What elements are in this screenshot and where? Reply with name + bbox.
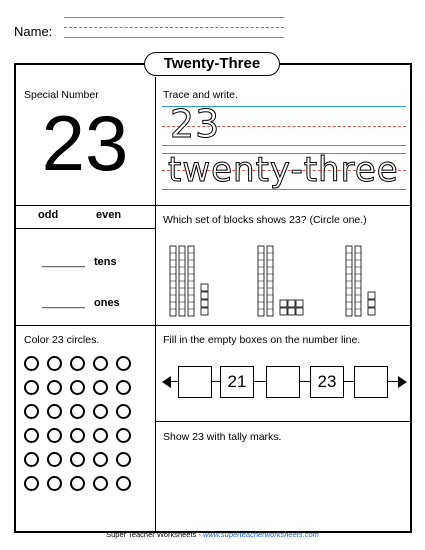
circle[interactable] — [70, 380, 85, 395]
trace-instruction: Trace and write. — [163, 89, 238, 101]
ones-cube — [296, 300, 303, 307]
tally-area[interactable] — [160, 448, 408, 528]
circle[interactable] — [116, 476, 131, 491]
ones-blank[interactable]: _______ — [42, 297, 85, 309]
circle[interactable] — [93, 404, 108, 419]
circle[interactable] — [93, 380, 108, 395]
number-box-empty[interactable] — [266, 366, 300, 398]
ones-cube — [201, 300, 208, 307]
tens-rod — [170, 246, 176, 316]
circles-instruction: Color 23 circles. — [24, 334, 100, 346]
circle[interactable] — [24, 380, 39, 395]
tens-rod — [267, 246, 273, 316]
circle[interactable] — [24, 476, 39, 491]
ones-cube — [288, 308, 295, 315]
special-number: 23 — [41, 99, 129, 187]
circle[interactable] — [116, 380, 131, 395]
circle[interactable] — [93, 452, 108, 467]
odd-option[interactable]: odd — [38, 209, 59, 221]
circle[interactable] — [24, 356, 39, 371]
circle[interactable] — [70, 356, 85, 371]
circle[interactable] — [47, 380, 62, 395]
footer-link[interactable]: www.superteacherworksheets.com — [202, 530, 319, 539]
footer-text: Super Teacher Worksheets - — [106, 530, 203, 539]
circle[interactable] — [93, 476, 108, 491]
number-box-23: 23 — [310, 366, 344, 398]
arrow-right-icon — [398, 376, 407, 388]
circle[interactable] — [47, 428, 62, 443]
ones-cube — [368, 292, 375, 299]
circle[interactable] — [70, 404, 85, 419]
ones-cube — [368, 308, 375, 315]
name-label: Name: — [14, 24, 53, 39]
number-box-empty[interactable] — [354, 366, 388, 398]
tens-rod — [346, 246, 352, 316]
ones-cube — [280, 308, 287, 315]
ones-cube — [201, 284, 208, 291]
ones-cube — [201, 308, 208, 315]
ones-label: ones — [94, 297, 120, 309]
number-line-instruction: Fill in the empty boxes on the number line. — [163, 334, 361, 346]
blocks-sets — [160, 236, 408, 322]
ones-cube — [368, 300, 375, 307]
ones-cube — [201, 292, 208, 299]
circle[interactable] — [70, 452, 85, 467]
worksheet-title: Twenty-Three — [144, 52, 280, 76]
tens-rod — [179, 246, 185, 316]
circle[interactable] — [116, 356, 131, 371]
circle[interactable] — [116, 428, 131, 443]
blocks-question: Which set of blocks shows 23? (Circle one.) — [163, 214, 367, 226]
circle[interactable] — [116, 452, 131, 467]
circle[interactable] — [70, 476, 85, 491]
circle[interactable] — [24, 452, 39, 467]
circle[interactable] — [47, 452, 62, 467]
footer — [0, 530, 425, 539]
circle[interactable] — [24, 404, 39, 419]
circle[interactable] — [93, 428, 108, 443]
tens-rod — [355, 246, 361, 316]
tens-blank[interactable]: _______ — [42, 256, 85, 268]
trace-number: 23 — [170, 102, 221, 146]
ones-cube — [280, 300, 287, 307]
number-box-empty[interactable] — [178, 366, 212, 398]
circle[interactable] — [47, 476, 62, 491]
circle[interactable] — [93, 356, 108, 371]
number-box-21: 21 — [220, 366, 254, 398]
tens-rod — [188, 246, 194, 316]
tally-instruction: Show 23 with tally marks. — [163, 431, 282, 443]
circle[interactable] — [70, 428, 85, 443]
even-option[interactable]: even — [96, 209, 122, 221]
trace-word: twenty-three — [168, 150, 399, 190]
tens-rod — [258, 246, 264, 316]
circle[interactable] — [47, 404, 62, 419]
circle[interactable] — [24, 428, 39, 443]
ones-cube — [288, 300, 295, 307]
tens-label: tens — [94, 256, 117, 268]
circle[interactable] — [47, 356, 62, 371]
arrow-left-icon — [162, 376, 171, 388]
circle[interactable] — [116, 404, 131, 419]
special-number-label: Special Number — [24, 89, 99, 101]
ones-cube — [296, 308, 303, 315]
